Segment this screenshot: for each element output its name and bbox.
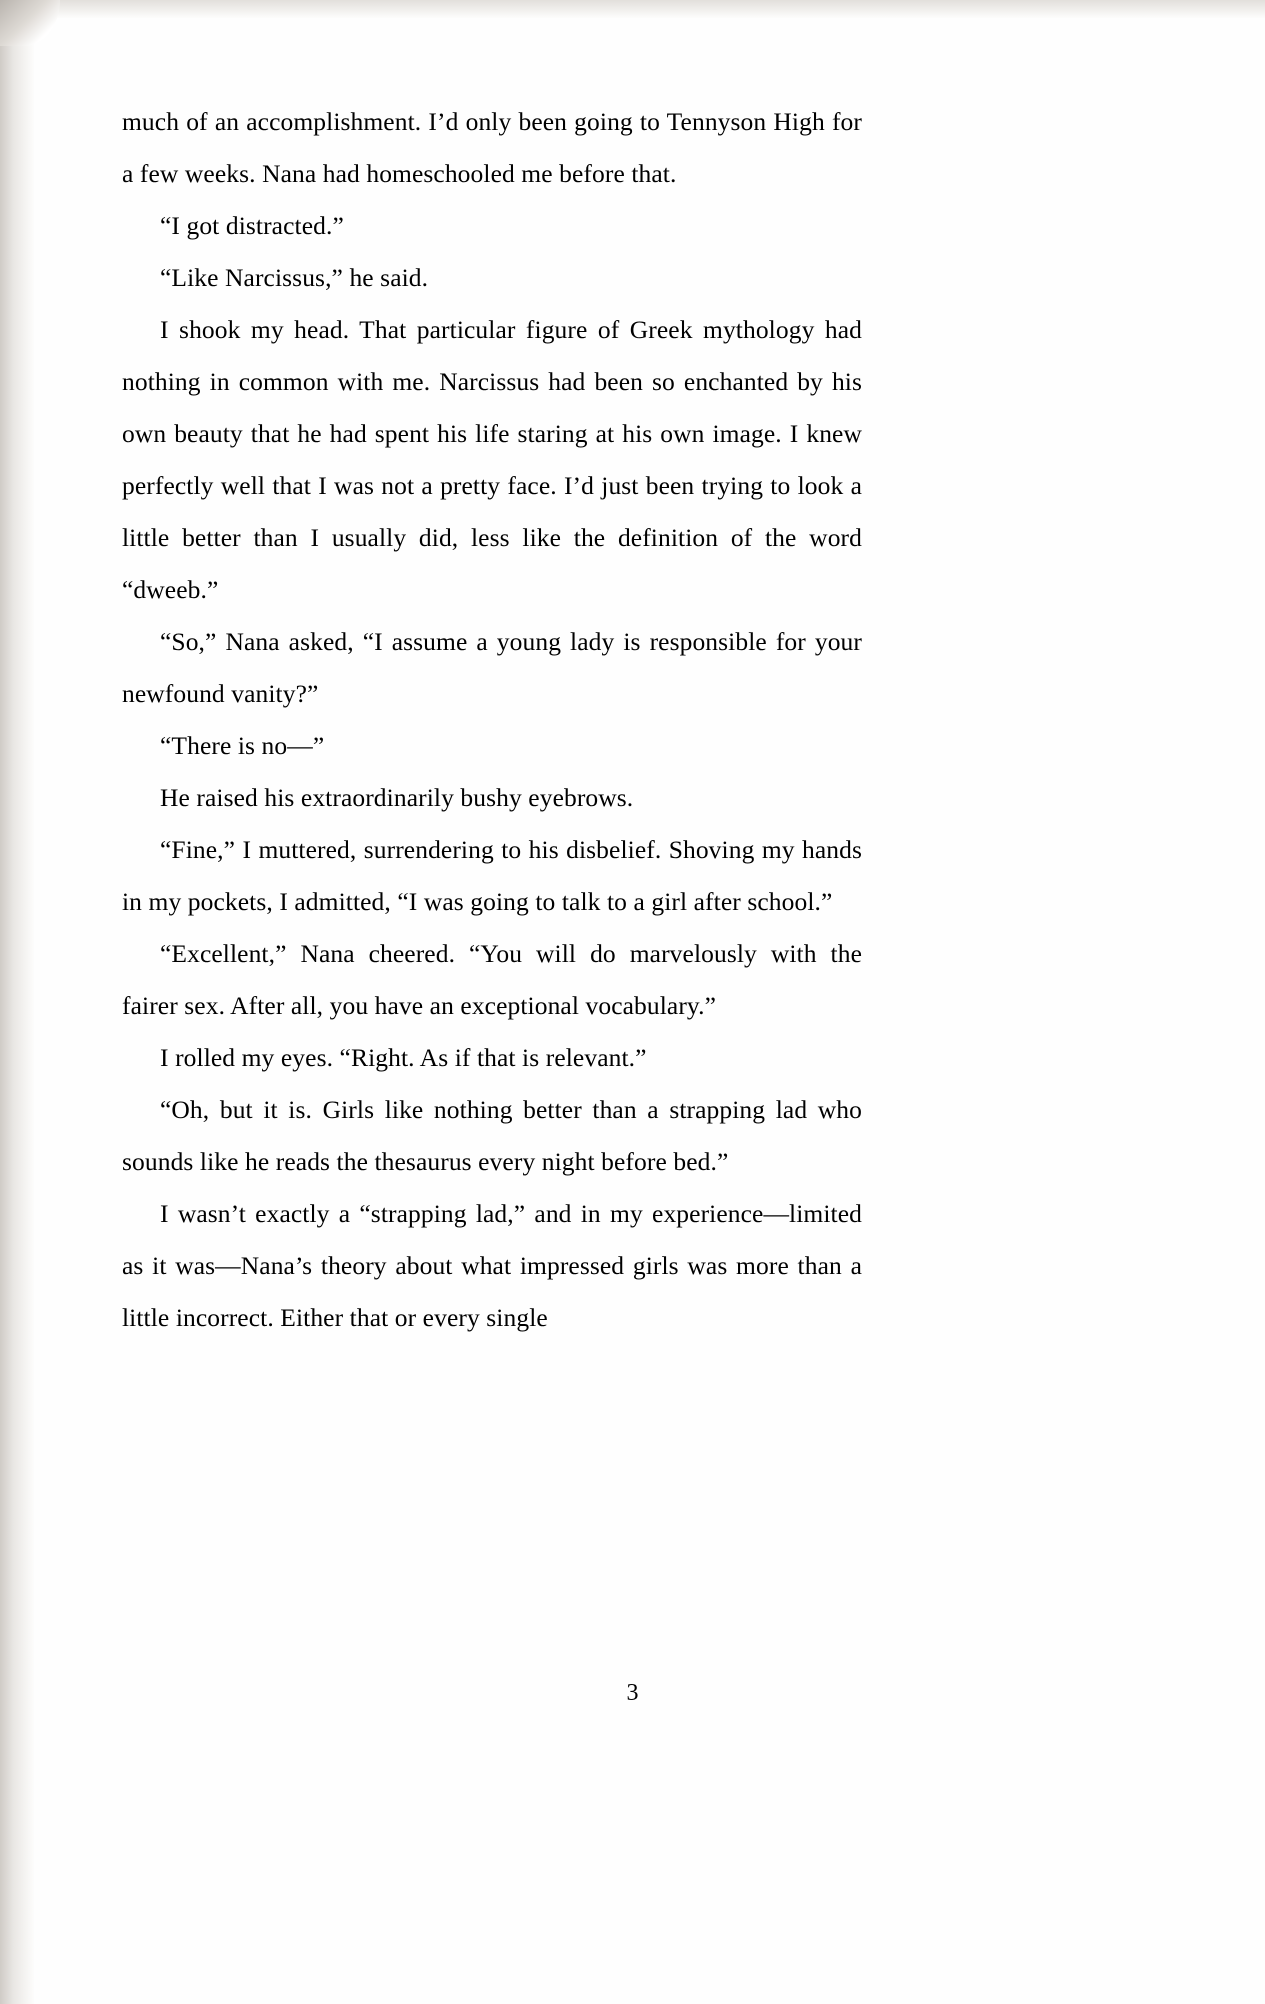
paragraph: “Fine,” I muttered, surrendering to his disbelief. Shoving my hands in my pockets, I admitted, “I was going to talk to a girl after school.” <box>122 835 862 916</box>
body-text-column <box>122 96 862 1344</box>
page-edge-shadow-top <box>0 0 1265 18</box>
paragraph: “Like Narcissus,” he said. <box>160 263 429 292</box>
paragraph: He raised his extraordinarily bushy eyebrows. <box>160 783 634 812</box>
paragraph: “There is no—” <box>160 731 325 760</box>
page-number: 3 <box>626 1680 639 1706</box>
paragraph: “Excellent,” Nana cheered. “You will do marvelously with the fairer sex. After all, you have an exceptional vocabulary.” <box>122 939 862 1020</box>
paragraph: much of an accomplishment. I’d only been going to Tennyson High for a few weeks. Nana had homeschooled me before that. <box>122 107 862 188</box>
paragraph: I rolled my eyes. “Right. As if that is relevant.” <box>160 1043 647 1072</box>
paragraph: I wasn’t exactly a “strapping lad,” and in my experience—limited as it was—Nana’s theory about what impressed girls was more than a little incorrect. Either that or every single <box>122 1199 862 1332</box>
paragraph: “So,” Nana asked, “I assume a young lady is responsible for your newfound vanity?” <box>122 627 862 708</box>
page-corner-curl <box>0 0 60 46</box>
paragraph: I shook my head. That particular figure of Greek mythology had nothing in common with me. Narcissus had been so enchanted by his own beauty that he had spent his life staring at his own image. I knew perfectly well that I was not a pretty face. I’d just been trying to look a little better than I usually did, less like the definition of the word “dweeb.” <box>122 315 862 604</box>
paragraph: “I got distracted.” <box>160 211 344 240</box>
paragraph: “Oh, but it is. Girls like nothing better than a strapping lad who sounds like he reads the thesaurus every night before bed.” <box>122 1095 862 1176</box>
